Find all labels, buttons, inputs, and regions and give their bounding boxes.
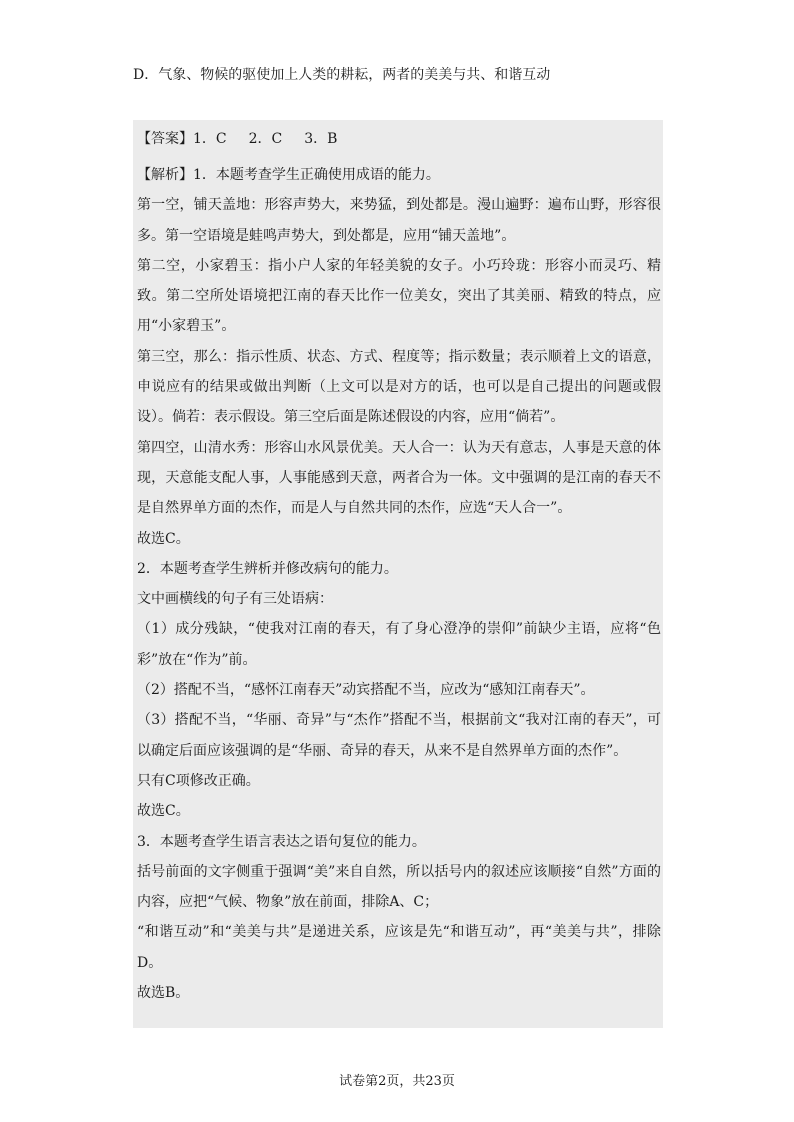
analysis-paragraph: 故选B。 xyxy=(137,985,190,1002)
answer-line xyxy=(137,128,359,150)
analysis-paragraph: 第四空，山清水秀：形容山水风景优美。天人合一：认为天有意志，人事是天意的体现，天意能支配人事，人事能感到天意，两者合为一体。文中强调的是江南的春天不是自然界单方面的杰作，而是人与自然共同的杰作，应选“天人合一”。 xyxy=(137,439,661,517)
page-footer: 试卷第2页，共23页 xyxy=(339,1074,455,1089)
analysis-paragraph: 第二空，小家碧玉：指小户人家的年轻美貌的女子。小巧玲珑：形容小而灵巧、精致。第二空所处语境把江南的春天比作一位美女，突出了其美丽、精致的特点，应用“小家碧玉”。 xyxy=(137,257,661,335)
analysis-paragraph: 【解析】1．本题考查学生正确使用成语的能力。 xyxy=(137,167,440,183)
analysis-paragraph: 故选C。 xyxy=(137,530,190,547)
answer-item: 3．B xyxy=(304,131,338,147)
analysis-paragraph: 只有C项修改正确。 xyxy=(137,772,260,789)
analysis-section xyxy=(137,160,661,1008)
analysis-paragraph: 括号前面的文字侧重于强调“美”来自自然，所以括号内的叙述应该顺接“自然”方面的内容，应把“气候、物象”放在前面，排除A、C； xyxy=(137,863,661,911)
analysis-paragraph: 故选C。 xyxy=(137,803,190,820)
answer-item: 1．C xyxy=(193,131,227,147)
analysis-paragraph: （2）搭配不当，“感怀江南春天”动宾搭配不当，应改为“感知江南春天”。 xyxy=(137,682,595,699)
analysis-paragraph: （3）搭配不当，“华丽、奇异”与“杰作”搭配不当，根据前文“我对江南的春天”，可以确定后面应该强调的是“华丽、奇异的春天，从来不是自然界单方面的杰作”。 xyxy=(137,712,661,759)
analysis-paragraph: 文中画横线的句子有三处语病： xyxy=(137,591,333,608)
answer-item: 2．C xyxy=(248,131,283,147)
answer-analysis-block xyxy=(133,120,663,1028)
analysis-paragraph: “和谐互动”和“美美与共”是递进关系，应该是先“和谐互动”，再“美美与共”，排除D。 xyxy=(137,924,661,971)
analysis-paragraph: （1）成分残缺，“使我对江南的春天，有了身心澄净的崇仰”前缺少主语，应将“色彩”放在“作为”前。 xyxy=(137,621,661,668)
analysis-paragraph: 2．本题考查学生辨析并修改病句的能力。 xyxy=(137,560,398,577)
answer-label: 【答案】 xyxy=(137,131,193,147)
option-d: D．气象、物候的驱使加上人类的耕耘，两者的美美与共、和谐互动 xyxy=(133,67,551,83)
analysis-paragraph: 第一空，铺天盖地：形容声势大，来势猛，到处都是。漫山遍野：遍布山野，形容很多。第一空语境是蛙鸣声势大，到处都是，应用“铺天盖地”。 xyxy=(137,197,661,244)
analysis-paragraph: 第三空，那么：指示性质、状态、方式、程度等；指示数量；表示顺着上文的语意，申说应有的结果或做出判断（上文可以是对方的话，也可以是自己提出的问题或假设）。倘若：表示假设。第三空后面是陈述假设的内容，应用“倘若”。 xyxy=(137,348,661,426)
analysis-paragraph: 3．本题考查学生语言表达之语句复位的能力。 xyxy=(137,833,426,850)
